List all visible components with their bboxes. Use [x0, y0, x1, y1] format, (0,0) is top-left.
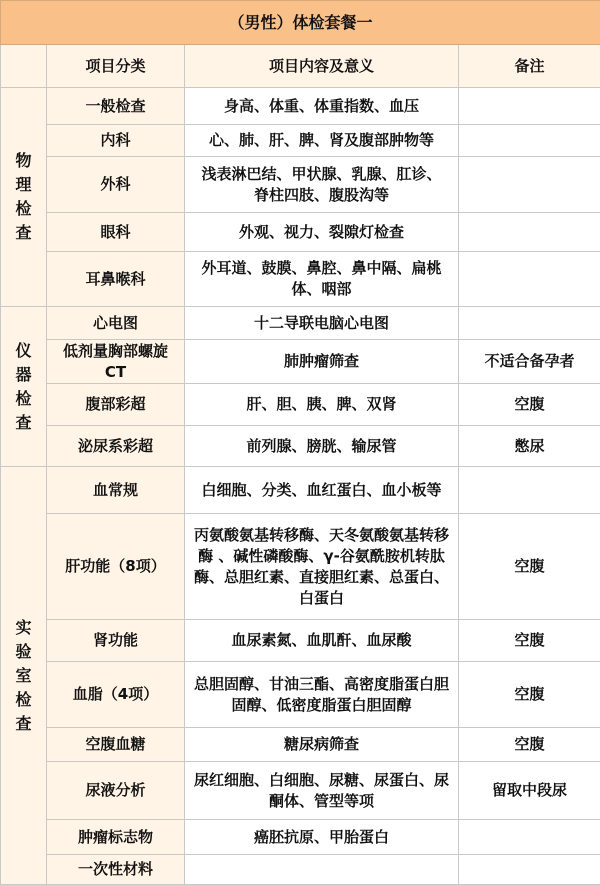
row-item: 空腹血糖: [47, 728, 185, 762]
header-content: 项目内容及意义: [185, 45, 459, 88]
group-lab: [1, 467, 47, 885]
header-category: 项目分类: [47, 45, 185, 88]
row-item: 耳鼻喉科: [47, 252, 185, 307]
row-content: [185, 855, 459, 885]
table-row: [1, 620, 600, 662]
row-item: 腹部彩超: [47, 384, 185, 426]
group-label-physical: 物理检查: [15, 149, 33, 245]
header-row: [1, 45, 600, 88]
group-label-lab: 实验室检查: [15, 616, 33, 736]
row-item: 外科: [47, 157, 185, 213]
row-note: [459, 252, 600, 307]
row-content: 肺肿瘤筛查: [185, 340, 459, 384]
row-content: 浅表淋巴结、甲状腺、乳腺、肛诊、脊柱四肢、腹股沟等: [185, 157, 459, 213]
row-content: 前列腺、膀胱、输尿管: [185, 426, 459, 467]
row-note: 空腹: [459, 384, 600, 426]
table-row: [1, 514, 600, 620]
table-row: [1, 340, 600, 384]
group-label-instrument: 仪器检查: [15, 339, 33, 435]
row-item: 肿瘤标志物: [47, 820, 185, 855]
group-header-cell: [1, 45, 47, 88]
row-content: 癌胚抗原、甲胎蛋白: [185, 820, 459, 855]
row-item: 血常规: [47, 467, 185, 514]
row-content: 外观、视力、裂隙灯检查: [185, 213, 459, 252]
row-note: [459, 307, 600, 340]
row-note: [459, 467, 600, 514]
row-item: 低剂量胸部螺旋CT: [47, 340, 185, 384]
row-content: 白细胞、分类、血红蛋白、血小板等: [185, 467, 459, 514]
row-item: 眼科: [47, 213, 185, 252]
row-content: 总胆固醇、甘油三酯、高密度脂蛋白胆固醇、低密度脂蛋白胆固醇: [185, 662, 459, 728]
row-note: 空腹: [459, 514, 600, 620]
table-row: [1, 662, 600, 728]
row-note: [459, 855, 600, 885]
row-item: 心电图: [47, 307, 185, 340]
table-row: [1, 213, 600, 252]
row-item: 内科: [47, 125, 185, 157]
row-note: 空腹: [459, 728, 600, 762]
table-row: [1, 820, 600, 855]
table-row: [1, 728, 600, 762]
row-content: 心、肺、肝、脾、肾及腹部肿物等: [185, 125, 459, 157]
row-content: 肝、胆、胰、脾、双肾: [185, 384, 459, 426]
row-item: 一般检查: [47, 88, 185, 125]
table-title: （男性）体检套餐一: [1, 1, 600, 45]
table-row: [1, 426, 600, 467]
row-content: 十二导联电脑心电图: [185, 307, 459, 340]
row-note: 憋尿: [459, 426, 600, 467]
row-content: 糖尿病筛查: [185, 728, 459, 762]
row-item: 尿液分析: [47, 762, 185, 820]
row-note: [459, 157, 600, 213]
row-note: 空腹: [459, 662, 600, 728]
row-note: [459, 820, 600, 855]
table-row: [1, 252, 600, 307]
table-row: [1, 157, 600, 213]
row-note: 不适合备孕者: [459, 340, 600, 384]
table-row: [1, 855, 600, 885]
table-row: [1, 467, 600, 514]
row-note: [459, 213, 600, 252]
group-physical: [1, 88, 47, 307]
row-note: [459, 88, 600, 125]
table-row: [1, 125, 600, 157]
row-note: [459, 125, 600, 157]
row-item: 泌尿系彩超: [47, 426, 185, 467]
row-content: 身高、体重、体重指数、血压: [185, 88, 459, 125]
row-item: 血脂（4项）: [47, 662, 185, 728]
table-row: [1, 762, 600, 820]
table-row: [1, 88, 600, 125]
table-row: [1, 384, 600, 426]
header-note: 备注: [459, 45, 600, 88]
row-content: 尿红细胞、白细胞、尿糖、尿蛋白、尿酮体、管型等项: [185, 762, 459, 820]
table-row: [1, 307, 600, 340]
title-row: [1, 1, 600, 45]
row-note: 空腹: [459, 620, 600, 662]
row-content: 外耳道、鼓膜、鼻腔、鼻中隔、扁桃体、咽部: [185, 252, 459, 307]
row-content: 丙氨酸氨基转移酶、天冬氨酸氨基转移酶 、碱性磷酸酶、γ-谷氨酰胺机转肽酶、总胆红素、直接胆红素、总蛋白、白蛋白: [185, 514, 459, 620]
row-note: 留取中段尿: [459, 762, 600, 820]
group-instrument: [1, 307, 47, 467]
row-content: 血尿素氮、血肌酐、血尿酸: [185, 620, 459, 662]
row-item: 肝功能（8项）: [47, 514, 185, 620]
row-item: 肾功能: [47, 620, 185, 662]
row-item: 一次性材料: [47, 855, 185, 885]
